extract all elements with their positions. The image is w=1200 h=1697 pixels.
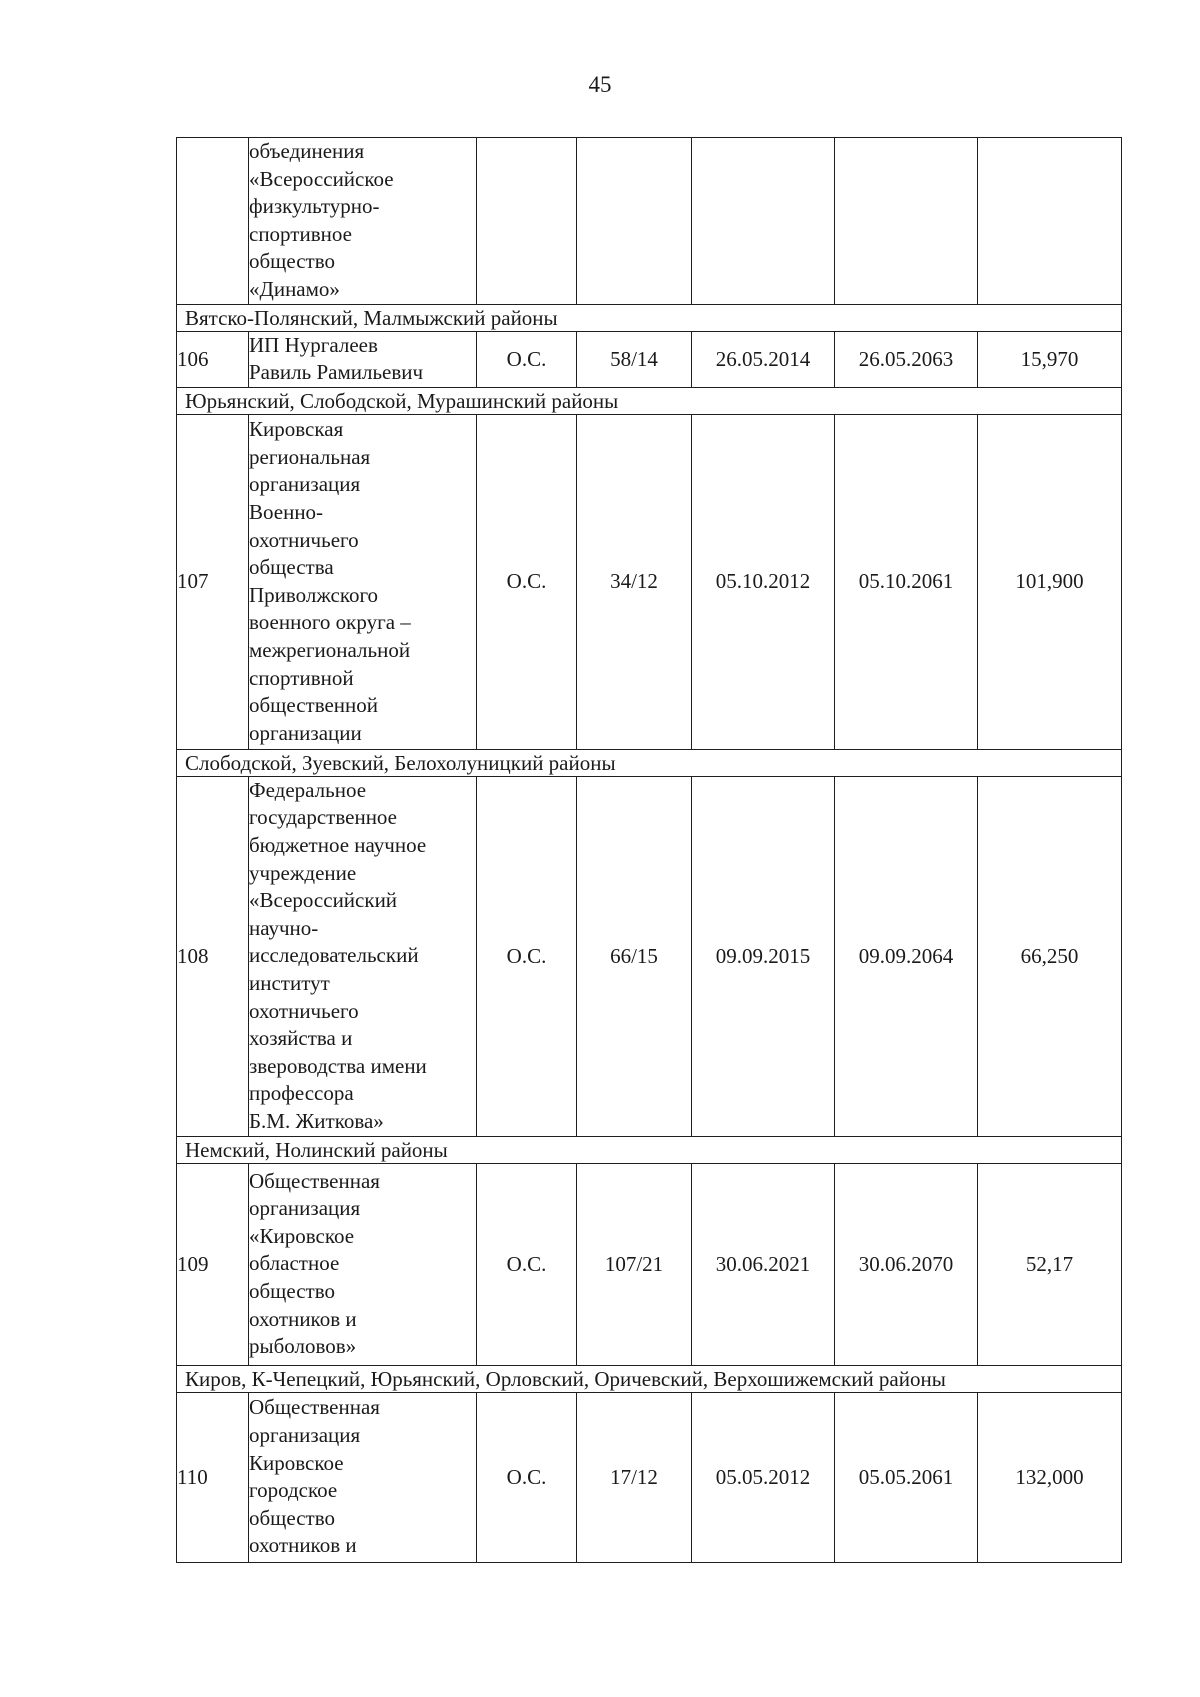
user-name-line: охотников и [249, 1306, 357, 1331]
entry-number: 107 [177, 414, 249, 749]
user-name-line: государственное [249, 805, 398, 830]
user-name-line: Кировское [249, 1450, 344, 1475]
basis: О.С. [477, 1392, 577, 1562]
user-name-line: «Динамо» [249, 276, 340, 301]
user-name-line: бюджетное научное [249, 833, 427, 858]
user-name-line: Общественная [249, 1395, 380, 1420]
user-name-line: спортивное [249, 221, 352, 246]
user-name-line: областное [249, 1251, 340, 1276]
table-row [177, 414, 1122, 749]
user-name-line: спортивной [249, 665, 354, 690]
region-row [177, 1136, 1122, 1163]
table-row [177, 776, 1122, 1136]
user-name-line: «Всероссийское [249, 166, 394, 191]
user-name-line: исследовательский [249, 943, 419, 968]
user-name [249, 1392, 477, 1562]
user-name-line: региональная [249, 444, 371, 469]
entry-number: 108 [177, 776, 249, 1136]
start-date: 05.10.2012 [692, 414, 835, 749]
user-name-line: научно- [249, 915, 319, 940]
user-name-line: общество [249, 1279, 335, 1304]
table-row [177, 1392, 1122, 1562]
region-label: Юрьянский, Слободской, Мурашинский районы [177, 387, 1122, 414]
user-name-line: общества [249, 555, 334, 580]
area-value: 52,17 [978, 1163, 1122, 1365]
user-name-line: охотничьего [249, 527, 359, 552]
user-name-line: охотников и [249, 1533, 357, 1558]
document-number: 66/15 [577, 776, 692, 1136]
user-name-line: общественной [249, 693, 379, 718]
page-number: 45 [588, 72, 612, 97]
user-name-line: общество [249, 1505, 335, 1530]
table-row [177, 138, 1122, 305]
user-name [249, 138, 477, 305]
region-row [177, 1365, 1122, 1392]
user-name [249, 1163, 477, 1365]
entry-number: 109 [177, 1163, 249, 1365]
user-name-line: институт [249, 971, 330, 996]
user-name-line: Военно- [249, 499, 324, 524]
region-label: Немский, Нолинский районы [177, 1136, 1122, 1163]
end-date: 09.09.2064 [835, 776, 978, 1136]
user-name-line: объединения [249, 139, 365, 163]
basis [477, 138, 577, 305]
user-name [249, 331, 477, 387]
user-name-line: Кировская [249, 417, 344, 442]
entry-number [177, 138, 249, 305]
user-name-line: охотничьего [249, 998, 359, 1023]
area-value: 15,970 [978, 331, 1122, 387]
area-value: 66,250 [978, 776, 1122, 1136]
user-name-line: «Всероссийский [249, 888, 398, 913]
user-name-line: организация [249, 1196, 361, 1221]
user-name-line: учреждение [249, 860, 357, 885]
user-name-line: военного округа – [249, 610, 411, 635]
user-name-line: организация [249, 472, 361, 497]
document-number: 107/21 [577, 1163, 692, 1365]
region-row [177, 749, 1122, 776]
region-label: Вятско-Полянский, Малмыжский районы [177, 304, 1122, 331]
end-date: 26.05.2063 [835, 331, 978, 387]
region-label: Киров, К-Чепецкий, Юрьянский, Орловский, Оричевский, Верхошижемский районы [177, 1365, 1122, 1392]
region-row [177, 387, 1122, 414]
user-name-line: Равиль Рамильевич [249, 360, 424, 385]
start-date: 26.05.2014 [692, 331, 835, 387]
hunting-grounds-table [176, 137, 1122, 1563]
user-name-line: Федеральное [249, 777, 367, 802]
start-date: 30.06.2021 [692, 1163, 835, 1365]
user-name-line: звероводства имени [249, 1053, 427, 1078]
table-row [177, 1163, 1122, 1365]
region-label: Слободской, Зуевский, Белохолуницкий районы [177, 749, 1122, 776]
user-name-line: общество [249, 249, 335, 274]
document-number [577, 138, 692, 305]
end-date [835, 138, 978, 305]
basis: О.С. [477, 1163, 577, 1365]
user-name [249, 414, 477, 749]
user-name-line: городское [249, 1478, 338, 1503]
user-name-line: хозяйства и [249, 1026, 353, 1051]
document-number: 17/12 [577, 1392, 692, 1562]
user-name-line: межрегиональной [249, 637, 411, 662]
entry-number: 106 [177, 331, 249, 387]
basis: О.С. [477, 414, 577, 749]
area-value [978, 138, 1122, 305]
user-name-line: организации [249, 720, 362, 745]
region-row [177, 304, 1122, 331]
start-date: 05.05.2012 [692, 1392, 835, 1562]
user-name-line: «Кировское [249, 1223, 355, 1248]
end-date: 05.10.2061 [835, 414, 978, 749]
basis: О.С. [477, 776, 577, 1136]
user-name-line: Приволжского [249, 582, 379, 607]
document-number: 34/12 [577, 414, 692, 749]
user-name-line: Общественная [249, 1168, 380, 1193]
table-row [177, 331, 1122, 387]
area-value: 101,900 [978, 414, 1122, 749]
user-name-line: Б.М. Житкова» [249, 1109, 384, 1134]
user-name [249, 776, 477, 1136]
user-name-line: физкультурно- [249, 194, 380, 219]
start-date [692, 138, 835, 305]
entry-number: 110 [177, 1392, 249, 1562]
area-value: 132,000 [978, 1392, 1122, 1562]
end-date: 05.05.2061 [835, 1392, 978, 1562]
basis: О.С. [477, 331, 577, 387]
end-date: 30.06.2070 [835, 1163, 978, 1365]
start-date: 09.09.2015 [692, 776, 835, 1136]
user-name-line: организация [249, 1423, 361, 1448]
user-name-line: профессора [249, 1081, 354, 1106]
user-name-line: ИП Нургалеев [249, 332, 378, 357]
user-name-line: рыболовов» [249, 1334, 357, 1359]
document-number: 58/14 [577, 331, 692, 387]
